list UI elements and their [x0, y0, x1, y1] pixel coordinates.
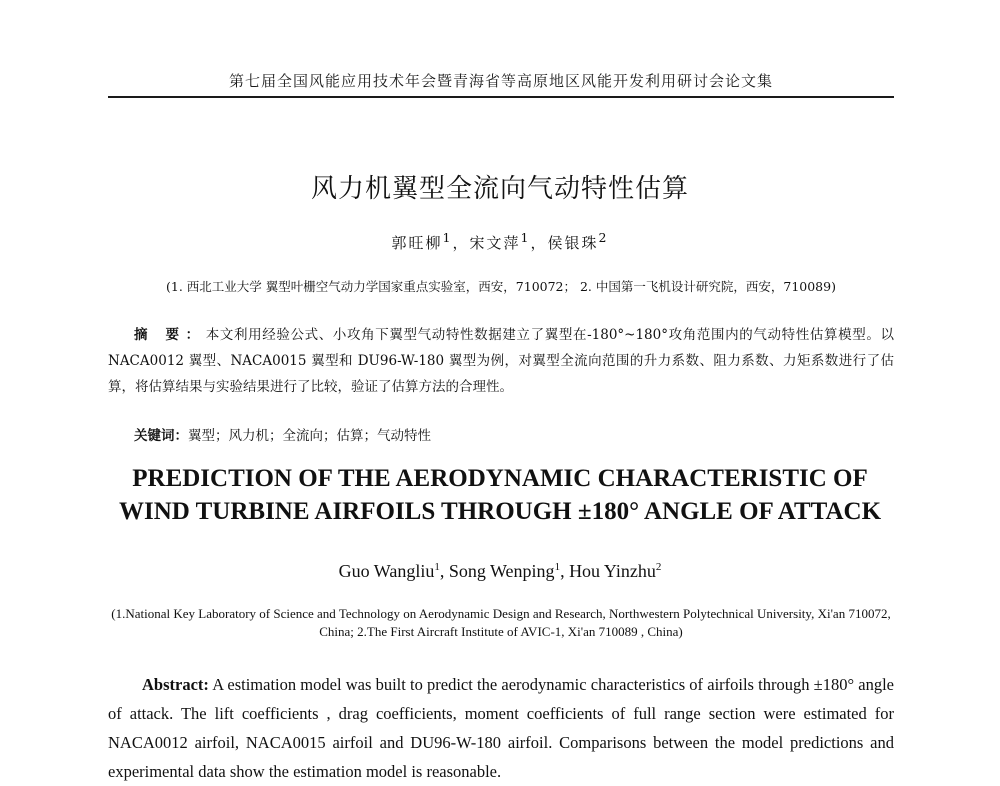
en-abstract-label: Abstract:: [142, 675, 209, 694]
en-author-name: Hou Yinzhu: [569, 561, 656, 581]
cn-author-sep: ，: [530, 234, 548, 252]
cn-keywords-label: 关键词：: [134, 428, 188, 444]
cn-abstract-label: 摘 要：: [134, 327, 206, 343]
cn-abstract: [108, 322, 894, 400]
running-header: 第七届全国风能应用技术年会暨青海省等高原地区风能开发利用研讨会论文集: [228, 72, 773, 90]
cn-affiliation: (1. 西北工业大学 翼型叶栅空气动力学国家重点实验室，西安，710072； 2. 中国第一飞机设计研究院，西安，710089): [166, 279, 836, 294]
en-author-mark: 1: [554, 561, 561, 573]
header-rule: [108, 96, 894, 98]
en-author-mark: 1: [434, 561, 440, 573]
cn-author-mark: 1: [520, 230, 531, 245]
en-affiliation: (1.National Key Laboratory of Science and Technology on Aerodynamic Design and Research, Northwestern Polytechnical University, Xi'an 710072, China; 2.The First Aircraft Institute of AVIC-1, Xi'an 710089 , China): [111, 606, 891, 639]
cn-author-name: 宋文萍: [469, 234, 521, 252]
cn-author-name: 侯银珠: [547, 234, 599, 252]
en-author-name: Song Wenping: [448, 561, 555, 581]
en-author-sep: ,: [560, 561, 570, 581]
cn-author-name: 郭旺柳: [391, 234, 443, 252]
cn-abstract-text: 本文利用经验公式、小攻角下翼型气动特性数据建立了翼型在-180°~180°攻角范围内的气动特性估算模型。以 NACA0012 翼型、NACA0015 翼型和 DU96-W-180 翼型为例，对翼型全流向范围的升力系数、阻力系数、力矩系数进行了估算，将估算结果与实验结果进行了比较，验证了估算方法的合理性。: [108, 327, 894, 395]
en-author-mark: 2: [655, 561, 662, 573]
en-author-sep: ,: [439, 561, 449, 581]
en-title-line: WIND TURBINE AIRFOILS THROUGH ±180° ANGLE OF ATTACK: [118, 498, 882, 525]
cn-title: 风力机翼型全流向气动特性估算: [310, 174, 689, 204]
en-title: [0, 462, 1000, 528]
cn-keywords-text: 翼型；风力机；全流向；估算；气动特性: [188, 428, 431, 444]
en-author-name: Guo Wangliu: [338, 561, 435, 581]
cn-authors: [0, 230, 1000, 253]
cn-keywords: [134, 424, 894, 444]
en-title-line: PREDICTION OF THE AERODYNAMIC CHARACTERISTIC OF: [132, 465, 868, 492]
cn-author-sep: ，: [452, 234, 470, 252]
en-authors: [0, 561, 1000, 582]
en-abstract: [108, 670, 894, 786]
en-abstract-text: A estimation model was built to predict the aerodynamic characteristics of airfoils through ±180° angle of attack. The lift coefficients , drag coefficients, moment coefficients of full range section were estimated for NACA0012 airfoil, NACA0015 airfoil and DU96-W-180 airfoil. Comparisons between the model predictions and experimental data show the estimation model is reasonable.: [108, 675, 894, 781]
cn-author-mark: 1: [442, 230, 453, 245]
cn-author-mark: 2: [598, 230, 609, 245]
